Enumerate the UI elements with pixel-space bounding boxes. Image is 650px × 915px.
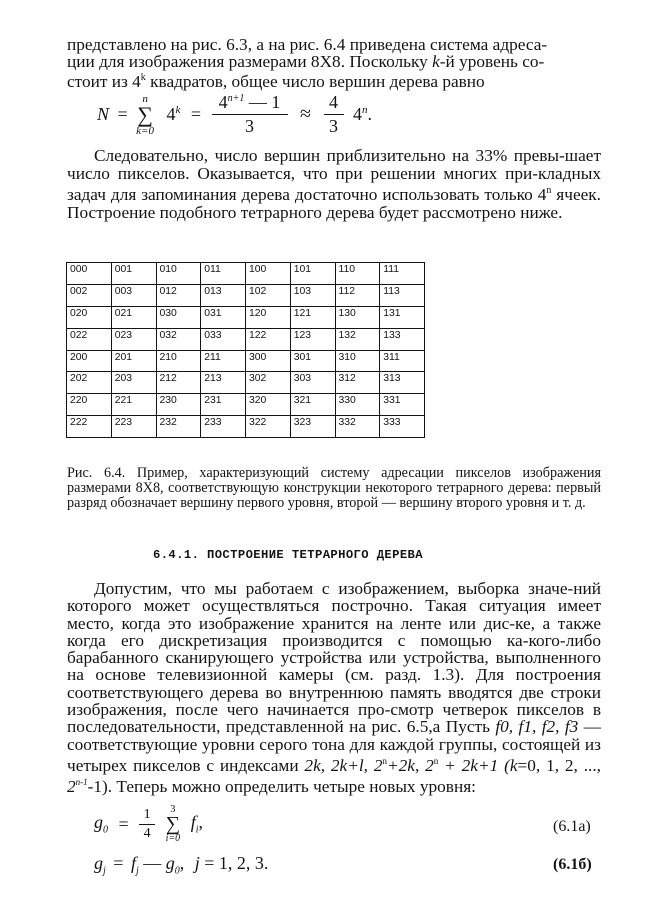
table-cell: 111 (380, 263, 425, 285)
fraction-power: $\frac{4^{n+1} — 1}{3}$ (212, 92, 288, 137)
table-cell: 113 (380, 284, 425, 306)
table-cell: 331 (380, 394, 425, 416)
table-row (67, 306, 425, 328)
table-cell: 020 (67, 306, 112, 328)
table-cell: 002 (67, 284, 112, 306)
table-cell: 212 (156, 372, 201, 394)
table-cell: 301 (290, 350, 335, 372)
table-row (67, 350, 425, 372)
table-cell: 211 (201, 350, 246, 372)
table-cell: 033 (201, 328, 246, 350)
table-cell: 011 (201, 263, 246, 285)
table-cell: 321 (290, 394, 335, 416)
figure-caption: Рис. 6.4. Пример, характеризующий систему адресации пикселов изображения размерами 8Х8, соответствующую конструкции некоторого тетрарного дерева: первый разряд обозначает вершину первого уровня, второй — вершину второго уровня и т. д. (67, 465, 601, 511)
table-row (67, 284, 425, 306)
table-cell: 302 (246, 372, 291, 394)
address-table (66, 262, 425, 438)
table-cell: 330 (335, 394, 380, 416)
table-cell: 013 (201, 284, 246, 306)
table-cell: 323 (290, 416, 335, 438)
table-cell: 101 (290, 263, 335, 285)
table-cell: 231 (201, 394, 246, 416)
equation-6-1a: $g_0$ = $\frac{1}{4}$ 3 ∑ i=0 $f_i$, (94, 804, 203, 844)
intro-line-1: представлено на рис. 6.3, а на рис. 6.4 приведена система адреса- (67, 35, 548, 54)
paragraph-vertex-count: Следовательно, число вершин приблизительно на 33% превы-шает число пикселов. Оказывается, что при решении многих при-кладных задач для запоминания дерева достаточно использовать только 4$^n$ ячеек. Построение подобного тетрарного дерева будет рассмотрено ниже. (67, 146, 601, 222)
table-cell: 023 (111, 328, 156, 350)
fraction-four-thirds: $\frac{4}{3}$ (324, 92, 344, 137)
equation-vertex-count: N = n ∑ k=0 4$^k$ = $\frac{4^{n+1} — 1}{3}$ ≈ $\frac{4}{3}$ 4$^n$. (97, 92, 373, 137)
table-cell: 233 (201, 416, 246, 438)
table-cell: 213 (201, 372, 246, 394)
table-cell: 132 (335, 328, 380, 350)
table-cell: 003 (111, 284, 156, 306)
table-cell: 010 (156, 263, 201, 285)
table-cell: 131 (380, 306, 425, 328)
table-cell: 110 (335, 263, 380, 285)
equation-6-1b: $g_j = f_j$ — $g_0$, j = 1, 2, 3. (94, 853, 269, 877)
table-cell: 001 (111, 263, 156, 285)
table-row (67, 416, 425, 438)
table-cell: 322 (246, 416, 291, 438)
table-cell: 021 (111, 306, 156, 328)
intro-line-3: стоит из 4$^k$ квадратов, общее число вершин дерева равно (67, 71, 485, 91)
table-cell: 333 (380, 416, 425, 438)
table-cell: 031 (201, 306, 246, 328)
table-cell: 220 (67, 394, 112, 416)
equation-number-6-1b: (6.1б) (553, 856, 592, 873)
table-cell: 120 (246, 306, 291, 328)
table-cell: 102 (246, 284, 291, 306)
table-cell: 221 (111, 394, 156, 416)
section-heading: 6.4.1. ПОСТРОЕНИЕ ТЕТРАРНОГО ДЕРЕВА (153, 548, 423, 562)
table-cell: 232 (156, 416, 201, 438)
table-cell: 312 (335, 372, 380, 394)
intro-paragraph (67, 37, 601, 91)
table-cell: 100 (246, 263, 291, 285)
table-cell: 103 (290, 284, 335, 306)
table-cell: 133 (380, 328, 425, 350)
table-cell: 121 (290, 306, 335, 328)
table-cell: 320 (246, 394, 291, 416)
table-cell: 123 (290, 328, 335, 350)
table-cell: 202 (67, 372, 112, 394)
table-cell: 012 (156, 284, 201, 306)
table-row (67, 394, 425, 416)
table-cell: 230 (156, 394, 201, 416)
table-cell: 203 (111, 372, 156, 394)
table-cell: 022 (67, 328, 112, 350)
table-cell: 303 (290, 372, 335, 394)
table-cell: 030 (156, 306, 201, 328)
table-cell: 332 (335, 416, 380, 438)
sum-operator-6-1a: 3 ∑ i=0 (165, 804, 181, 844)
table-cell: 122 (246, 328, 291, 350)
table-cell: 222 (67, 416, 112, 438)
table-cell: 000 (67, 263, 112, 285)
table-row (67, 328, 425, 350)
table-row (67, 263, 425, 285)
table-cell: 210 (156, 350, 201, 372)
table-cell: 313 (380, 372, 425, 394)
table-cell: 112 (335, 284, 380, 306)
table-cell: 300 (246, 350, 291, 372)
table-row (67, 372, 425, 394)
intro-line-2: ции для изображения размерами 8Х8. Поскольку k-й уровень со- (67, 51, 545, 71)
table-cell: 311 (380, 350, 425, 372)
paragraph-tree-construction: Допустим, что мы работаем с изображением, выборка значе-ний которого может осуществляться построчно. Такая ситуация имеет место, когда это изображение хранится на ленте или дис-ке, а также когда его дискретизация производится с помощью ка-кого-либо барабанного сканирующего устройства или устройства, выполненного на основе телевизионной камеры (см. разд. 1.3). Для построения соответствующего дерева во внутреннюю память вводятся две строки изображения, после чего начинается про-смотр четверок пикселов в последовательности, представленной на рис. 6.5,а Пусть f0, f1, f2, f3 —соответствующие уровни серого тона для каждой группы, состоящей из четырех пикселов с индексами 2k, 2k+l, $2^n+2k$, $2^n + 2k+1$ (k=0, 1, 2, ..., 2$^{n-1}$-1). Теперь можно определить четыре новых уровня: (67, 579, 602, 796)
table-cell: 130 (335, 306, 380, 328)
table-cell: 200 (67, 350, 112, 372)
equation-number-6-1a: (6.1а) (553, 818, 591, 835)
table-cell: 223 (111, 416, 156, 438)
sum-operator: n ∑ k=0 (136, 92, 154, 137)
table-cell: 032 (156, 328, 201, 350)
table-cell: 310 (335, 350, 380, 372)
table-cell: 201 (111, 350, 156, 372)
